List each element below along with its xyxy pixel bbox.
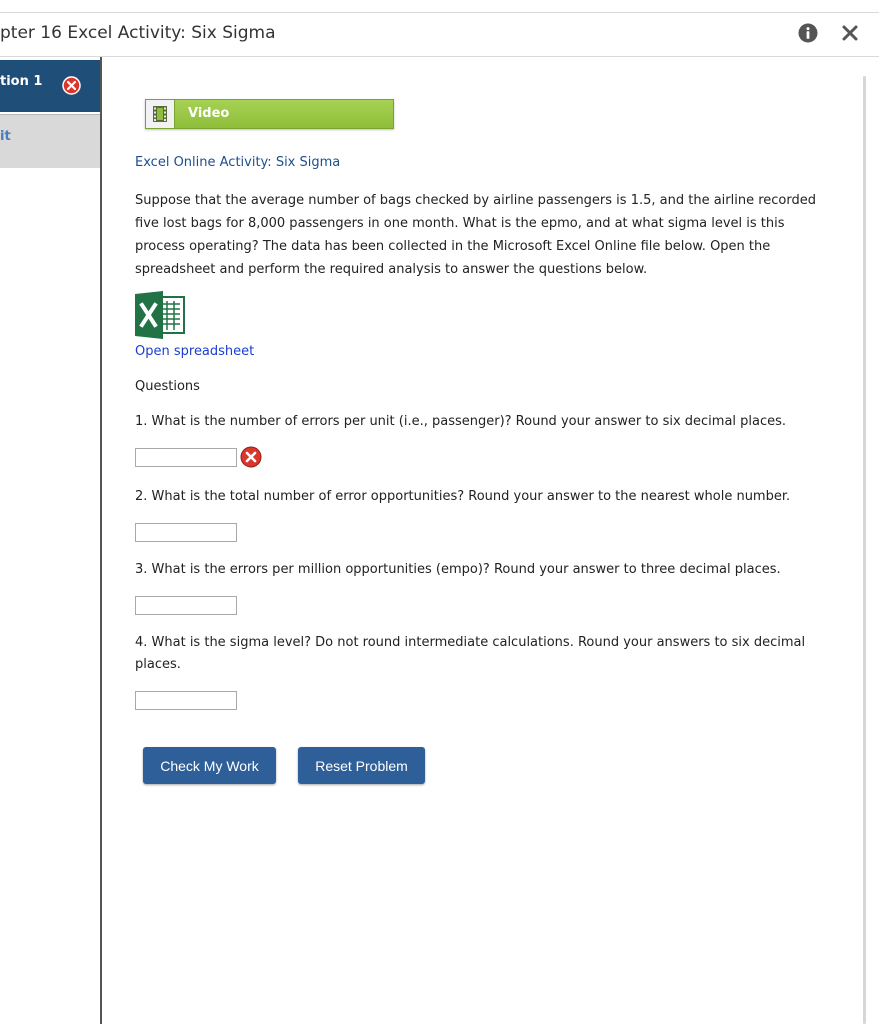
activity-title: Excel Online Activity: Six Sigma — [135, 155, 341, 170]
error-icon — [240, 446, 262, 468]
answer-input-3[interactable] — [135, 596, 237, 615]
sidebar-item-label: tion 1 — [0, 74, 43, 89]
excel-icon[interactable] — [135, 291, 187, 339]
problem-statement: Suppose that the average number of bags checked by airline passengers is 1.5, and the airline recorded five lost bags for 8,000 passengers in one month. What is the epmo, and at what sigma level is this process operating? The data has been collected in the Microsoft Excel Online file below. Open the spreadsheet and perform the required analysis to answer the questions below. — [135, 193, 816, 277]
answer-input-4[interactable] — [135, 691, 237, 710]
window-title: pter 16 Excel Activity: Six Sigma — [0, 23, 276, 43]
video-button[interactable] — [145, 99, 394, 129]
info-icon[interactable] — [798, 23, 818, 43]
sidebar-item-question-1[interactable] — [0, 60, 100, 114]
film-icon-box — [146, 100, 175, 128]
sidebar — [0, 57, 102, 1024]
reset-problem-button[interactable]: Reset Problem — [298, 747, 425, 784]
open-spreadsheet-link[interactable]: Open spreadsheet — [135, 344, 255, 359]
title-bar — [0, 12, 879, 57]
answer-input-2[interactable] — [135, 523, 237, 542]
close-icon[interactable] — [841, 24, 859, 42]
film-icon — [153, 106, 167, 122]
incorrect-icon — [62, 76, 81, 95]
sidebar-item-label: it — [0, 129, 11, 144]
check-my-work-button[interactable]: Check My Work — [143, 747, 276, 784]
question-2-text: 2. What is the total number of error opportunities? Round your answer to the nearest whole number. — [135, 489, 791, 504]
questions-heading: Questions — [135, 379, 200, 394]
scrollbar[interactable] — [863, 76, 866, 1024]
question-3-text: 3. What is the errors per million opportunities (empo)? Round your answer to three decimal places. — [135, 562, 781, 577]
sidebar-item-submit[interactable] — [0, 114, 100, 168]
video-label: Video — [188, 106, 230, 121]
answer-input-1[interactable] — [135, 448, 237, 467]
question-1-text: 1. What is the number of errors per unit (i.e., passenger)? Round your answer to six decimal places. — [135, 414, 787, 429]
question-4-text: 4. What is the sigma level? Do not round intermediate calculations. Round your answers to six decimal places. — [135, 635, 806, 672]
